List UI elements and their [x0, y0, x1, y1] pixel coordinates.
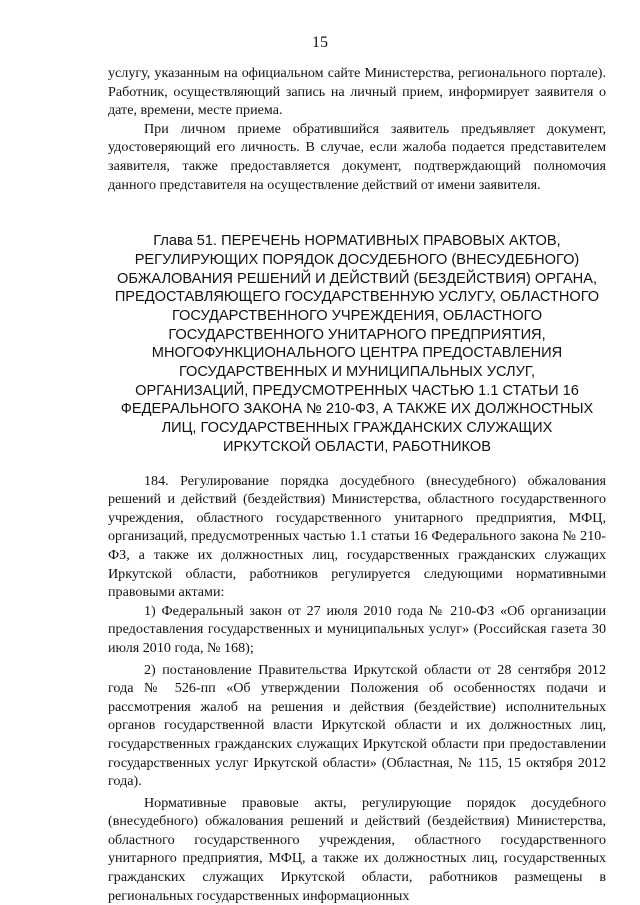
paragraph-184: 184. Регулирование порядка досудебного (внесудебного) обжалования решений и действий (бездействия) Министерства, областного государственного учреждения, областного государственного унитарного предприятия, МФЦ, организаций, предусмотренных частью 1.1 статьи 16 Федерального закона № 210-ФЗ, а также их должностных лиц, государственных гражданских служащих Иркутской области, работников регулируется следующими нормативными правовыми актами:	[108, 472, 606, 601]
chapter-title	[108, 232, 606, 456]
page-number: 15	[312, 34, 328, 51]
chapter-title-line: Глава 51. ПЕРЕЧЕНЬ НОРМАТИВНЫХ ПРАВОВЫХ АКТОВ,	[153, 233, 561, 250]
chapter-title-line: МНОГОФУНКЦИОНАЛЬНОГО ЦЕНТРА ПРЕДОСТАВЛЕНИЯ	[151, 345, 563, 362]
chapter-title-line: ФЕДЕРАЛЬНОГО ЗАКОНА № 210-ФЗ, А ТАКЖЕ ИХ ДОЛЖНОСТНЫХ	[120, 401, 594, 418]
chapter-title-line: ГОСУДАРСТВЕННОГО УЧРЕЖДЕНИЯ, ОБЛАСТНОГО	[171, 307, 543, 324]
chapter-title-line: ЛИЦ, ГОСУДАРСТВЕННЫХ ГРАЖДАНСКИХ СЛУЖАЩИХ	[161, 420, 553, 437]
list-item-federal-law: 1) Федеральный закон от 27 июля 2010 года № 210-ФЗ «Об организации предоставления государственных и муниципальных услуг» (Российская газета 30 июля 2010 года, № 168);	[108, 602, 606, 656]
chapter-title-line: ГОСУДАРСТВЕННОГО УНИТАРНОГО ПРЕДПРИЯТИЯ,	[168, 326, 546, 343]
chapter-title-line: ИРКУТСКОЙ ОБЛАСТИ, РАБОТНИКОВ	[223, 438, 491, 455]
chapter-title-line: ОРГАНИЗАЦИЙ, ПРЕДУСМОТРЕННЫХ ЧАСТЬЮ 1.1 СТАТЬИ 16	[135, 382, 579, 399]
chapter-title-line: ПРЕДОСТАВЛЯЮЩЕГО ГОСУДАРСТВЕННУЮ УСЛУГУ, ОБЛАСТНОГО	[114, 289, 600, 306]
chapter-title-line: ГОСУДАРСТВЕННЫХ И МУНИЦИПАЛЬНЫХ УСЛУГ,	[178, 364, 536, 381]
chapter-title-line: РЕГУЛИРУЮЩИХ ПОРЯДОК ДОСУДЕБНОГО (ВНЕСУДЕБНОГО)	[134, 251, 580, 268]
paragraph-appointment-info: услугу, указанным на официальном сайте Министерства, регионального портале). Работник, осуществляющий запись на личный прием, информирует заявителя о дате, времени, месте приема.	[108, 65, 606, 119]
list-item-government-resolution: 2) постановление Правительства Иркутской области от 28 сентября 2012 года № 526-пп «Об утверждении Положения об особенностях подачи и рассмотрения жалоб на решения и действия (бездействие) исполнительных органов государственной власти Иркутской области и их должностных лиц, государственных гражданских служащих Иркутской области при предоставлении государственных услуг Иркутской области» (Областная, № 115, 15 октября 2012 года).	[108, 661, 606, 790]
document-body	[108, 64, 606, 905]
chapter-title-line: ОБЖАЛОВАНИЯ РЕШЕНИЙ И ДЕЙСТВИЙ (БЕЗДЕЙСТВИЯ) ОРГАНА,	[116, 270, 598, 287]
paragraph-normative-acts: Нормативные правовые акты, регулирующие порядок досудебного (внесудебного) обжалования решений и действий (бездействия) Министерства, областного государственного учреждения, областного государственного унитарного предприятия, МФЦ, а также их должностных лиц, государственных гражданских служащих Иркутской области, работников размещены в региональных государственных информационных	[108, 794, 606, 904]
paragraph-personal-reception: При личном приеме обратившийся заявитель предъявляет документ, удостоверяющий его личность. В случае, если жалоба подается представителем заявителя, также предоставляется документ, подтверждающий полномочия данного представителя на осуществление действий от имени заявителя.	[108, 120, 606, 193]
